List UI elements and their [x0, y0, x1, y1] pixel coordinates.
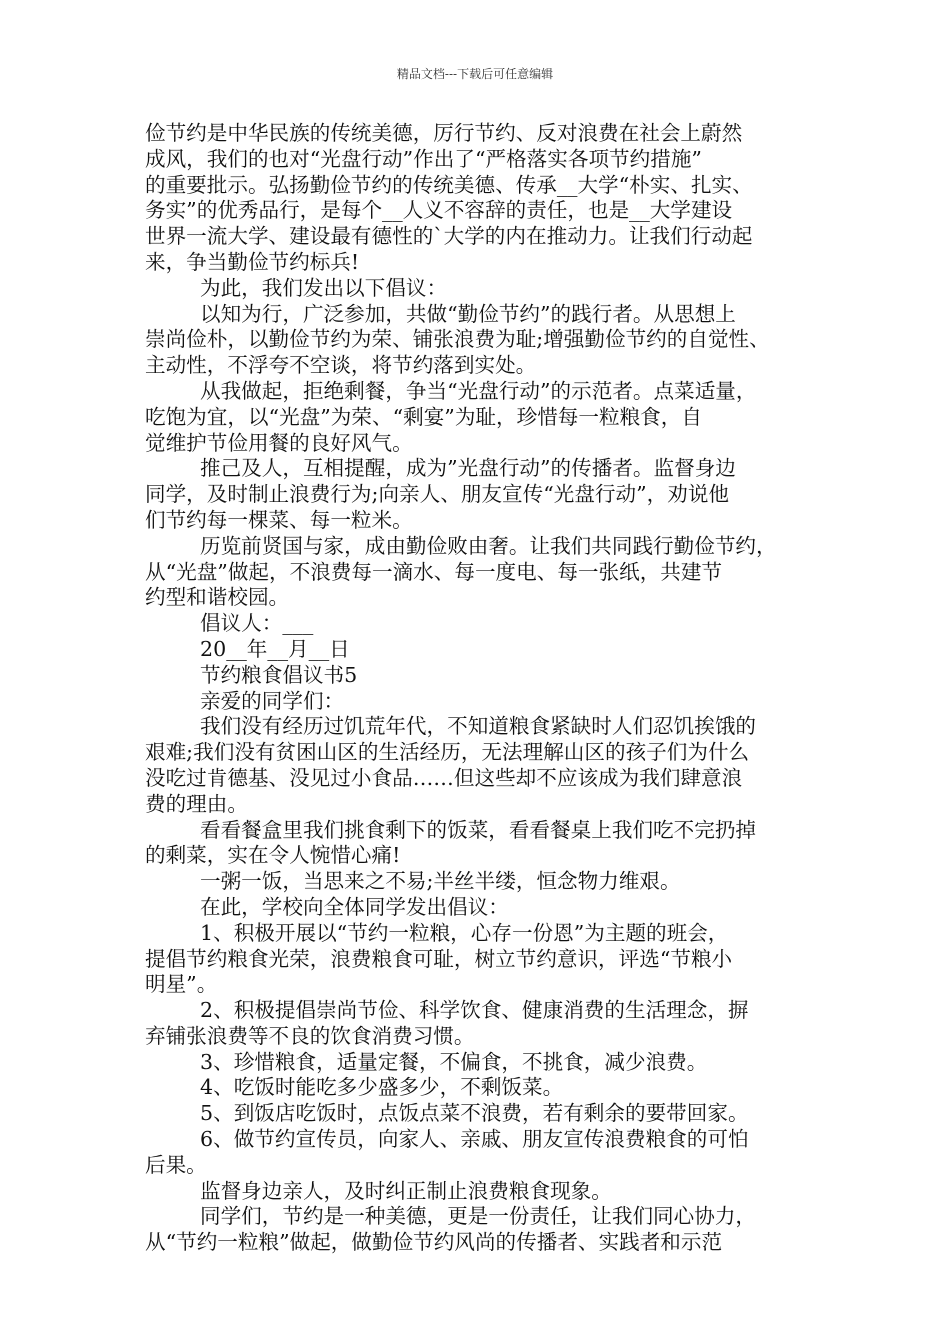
text-line: 20__年__月__日 — [200, 636, 350, 661]
text-line: 成风，我们的也对“光盘行动”作出了“严格落实各项节约措施” — [145, 146, 702, 171]
text-line: 6、做节约宣传员，向家人、亲戚、朋友宣传浪费粮食的可怕 — [200, 1127, 749, 1152]
text-line: 1、积极开展以“节约一粒粮，心存一份恩”为主题的班会， — [200, 920, 729, 945]
text-line: 弃铺张浪费等不良的饮食消费习惯。 — [145, 1023, 475, 1048]
text-line: 提倡节约粮食光荣，浪费粮食可耻，树立节约意识，评选“节粮小 — [145, 946, 733, 971]
text-line: 亲爱的同学们： — [200, 688, 345, 713]
text-line: 觉维护节俭用餐的良好风气。 — [145, 430, 413, 455]
text-line: 监督身边亲人，及时纠正制止浪费粮食现象。 — [200, 1178, 612, 1203]
text-line: 推己及人，互相提醒，成为”光盘行动”的传播者。监督身边 — [200, 456, 736, 481]
text-line: 世界一流大学、建设最有德性的`大学的内在推动力。让我们行动起 — [145, 224, 753, 249]
text-line: 们节约每一棵菜、每一粒米。 — [145, 507, 413, 532]
text-line: 崇尚俭朴，以勤俭节约为荣、铺张浪费为耻;增强勤俭节约的自觉性、 — [145, 327, 770, 352]
page-header: 精品文档---下载后可任意编辑 — [396, 67, 554, 81]
text-line: 看看餐盒里我们挑食剩下的饭菜，看看餐桌上我们吃不完扔掉 — [200, 817, 757, 842]
text-line: 历览前贤国与家，成由勤俭败由奢。让我们共同践行勤俭节约， — [200, 533, 777, 558]
text-line: 在此，学校向全体同学发出倡议： — [200, 894, 509, 919]
text-line: 4、吃饭时能吃多少盛多少，不剩饭菜。 — [200, 1075, 564, 1100]
text-line: 为此，我们发出以下倡议： — [200, 275, 448, 300]
text-line: 节约粮食倡议书5 — [200, 662, 358, 687]
text-line: 同学们，节约是一种美德，更是一份责任，让我们同心协力， — [200, 1204, 757, 1229]
document-body — [145, 121, 815, 1256]
text-line: 来，争当勤俭节约标兵! — [145, 249, 360, 274]
text-line: 从“光盘”做起，不浪费每一滴水、每一度电、每一张纸，共建节 — [145, 559, 723, 584]
text-line: 的剩菜，实在令人惋惜心痛! — [145, 843, 401, 868]
text-line: 一粥一饭，当思来之不易;半丝半缕，恒念物力维艰。 — [200, 869, 681, 894]
text-line: 3、珍惜粮食，适量定餐，不偏食，不挑食，减少浪费。 — [200, 1049, 708, 1074]
text-line: 约型和谐校园。 — [145, 585, 290, 610]
text-line: 同学，及时制止浪费行为;向亲人、朋友宣传“光盘行动”，劝说他 — [145, 482, 730, 507]
text-line: 的重要批示。弘扬勤俭节约的传统美德、传承__大学“朴实、扎实、 — [145, 172, 753, 197]
text-line: 倡议人：___ — [200, 611, 314, 636]
text-line: 从“节约一粒粮”做起，做勤俭节约风尚的传播者、实践者和示范 — [145, 1230, 723, 1255]
text-line: 艰难;我们没有贫困山区的生活经历，无法理解山区的孩子们为什么 — [145, 740, 750, 765]
text-line: 明星”。 — [145, 972, 218, 997]
text-line: 务实”的优秀品行，是每个__人义不容辞的责任，也是__大学建设 — [145, 198, 733, 223]
text-line: 没吃过肯德基、没见过小食品……但这些却不应该成为我们肆意浪 — [145, 765, 743, 790]
text-line: 5、到饭店吃饭时，点饭点菜不浪费，若有剩余的要带回家。 — [200, 1101, 749, 1126]
text-line: 费的理由。 — [145, 791, 248, 816]
text-line: 主动性，不浮夸不空谈，将节约落到实处。 — [145, 353, 537, 378]
text-line: 我们没有经历过饥荒年代，不知道粮食紧缺时人们忍饥挨饿的 — [200, 714, 757, 739]
text-line: 吃饱为宜，以“光盘”为荣、“剩宴”为耻，珍惜每一粒粮食，自 — [145, 404, 702, 429]
text-line: 以知为行，广泛参加，共做“勤俭节约”的践行者。从思想上 — [200, 301, 736, 326]
text-line: 后果。 — [145, 1152, 207, 1177]
text-line: 2、积极提倡崇尚节俭、科学饮食、健康消费的生活理念，摒 — [200, 998, 749, 1023]
text-line: 俭节约是中华民族的传统美德，厉行节约、反对浪费在社会上蔚然 — [145, 121, 743, 145]
text-line: 从我做起，拒绝剩餐，争当“光盘行动”的示范者。点菜适量， — [200, 378, 757, 403]
